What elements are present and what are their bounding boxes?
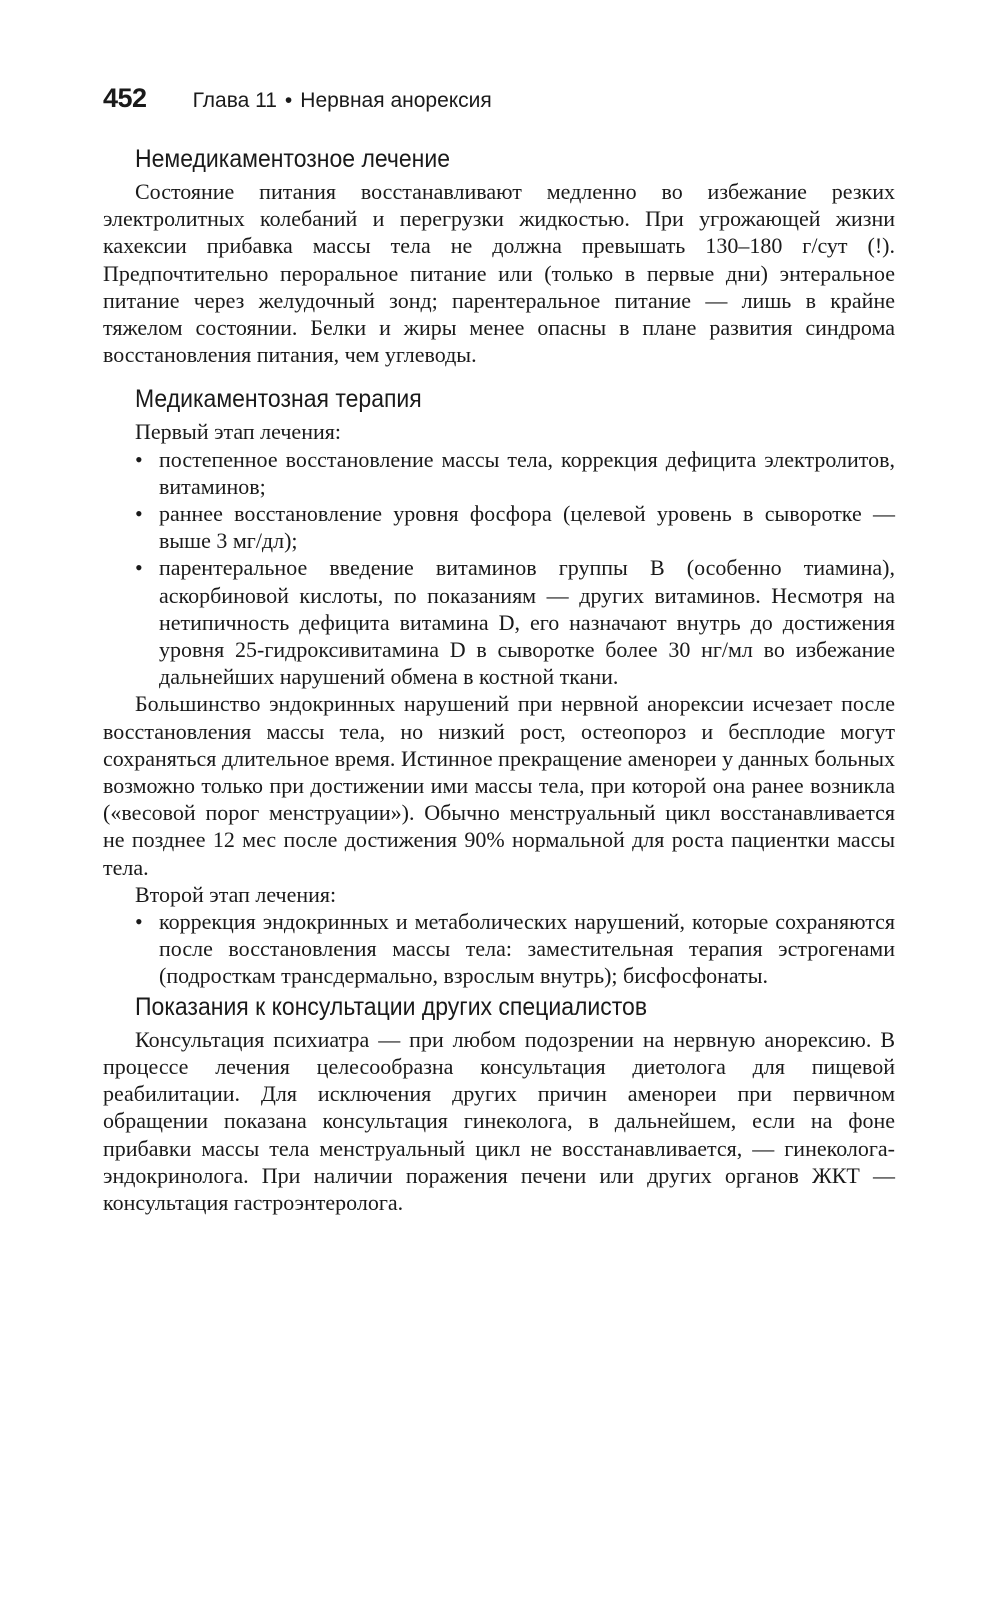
running-head	[103, 84, 492, 115]
bullet-icon: •	[135, 909, 143, 935]
chapter-title: Нервная анорексия	[300, 89, 492, 112]
stage1-label: Первый этап лечения:	[135, 419, 341, 445]
list-item	[135, 908, 895, 990]
page-number: 452	[103, 83, 147, 113]
consult-paragraph: Консультация психиатра — при любом подозрении на нервную анорексию. В процессе лечения целесообразна консультация диетолога для пищевой реабилитации. Для исключения других причин аменореи при первичном обращении показана консультация гинеколога, в дальнейшем, если на фоне прибавки массы тела менструальный цикл не восстанавливается, — гинеколога-эндокринолога. При наличии поражения печени или других органов ЖКТ — консультация гастроэнтеролога.	[103, 1026, 895, 1215]
chapter-label: Глава 11	[192, 89, 277, 112]
page-body	[103, 142, 895, 1216]
list-item-text: раннее восстановление уровня фосфора (целевой уровень в сыворотке — выше 3 мг/дл);	[159, 501, 895, 554]
list-item-text: парентеральное введение витаминов группы B (особенно тиамина), аскорбиновой кислоты, по показаниям — других витаминов. Несмотря на нетипичность дефицита витамина D, его назначают внутрь до достижения уровня 25-гидроксивитамина D в сыворотке более 30 нг/мл во избежание дальнейших нарушений обмена в костной ткани.	[159, 555, 895, 690]
list-item	[135, 554, 895, 690]
list-item-text: коррекция эндокринных и метаболических нарушений, которые сохраняются после восстановления массы тела: заместительная терапия эстрогенами (подросткам трансдермально, взрослым внутрь); бисфосфонаты.	[159, 909, 895, 989]
section-title-consult: Показания к консультации других специалистов	[135, 992, 648, 1021]
list-item	[135, 446, 895, 500]
stage1-list	[103, 446, 895, 691]
stage2-label: Второй этап лечения:	[135, 881, 337, 907]
stage2-list	[103, 908, 895, 990]
header-separator: •	[284, 89, 293, 112]
bullet-icon: •	[135, 501, 143, 527]
bullet-icon: •	[135, 555, 143, 581]
endocrine-paragraph: Большинство эндокринных нарушений при нервной анорексии исчезает после восстановления массы тела, но низкий рост, остеопороз и бесплодие могут сохраняться длительное время. Истинное прекращение аменореи у данных больных возможно только при достижении ими массы тела, при которой она ранее возникла («весовой порог менструации»). Обычно менструальный цикл восстанавливается не позднее 12 мес после достижения 90% нормальной для роста пациентки массы тела.	[103, 691, 895, 880]
list-item-text: постепенное восстановление массы тела, коррекция дефицита электролитов, витаминов;	[159, 446, 895, 499]
bullet-icon: •	[135, 446, 143, 472]
section-title-drug: Медикаментозная терапия	[135, 385, 422, 414]
nondrug-paragraph: Состояние питания восстанавливают медленно во избежание резких электролитных колебаний и перегрузки жидкостью. При угрожающей жизни кахексии прибавка массы тела не должна превышать 130–180 г/сут (!). Предпочтительно пероральное питание или (только в первые дни) энтеральное питание через желудочный зонд; парентеральное питание — лишь в крайне тяжелом состоянии. Белки и жиры менее опасны в плане развития синдрома восстановления питания, чем углеводы.	[103, 179, 895, 368]
section-title-nondrug: Немедикаментозное лечение	[135, 145, 451, 173]
list-item	[135, 500, 895, 554]
